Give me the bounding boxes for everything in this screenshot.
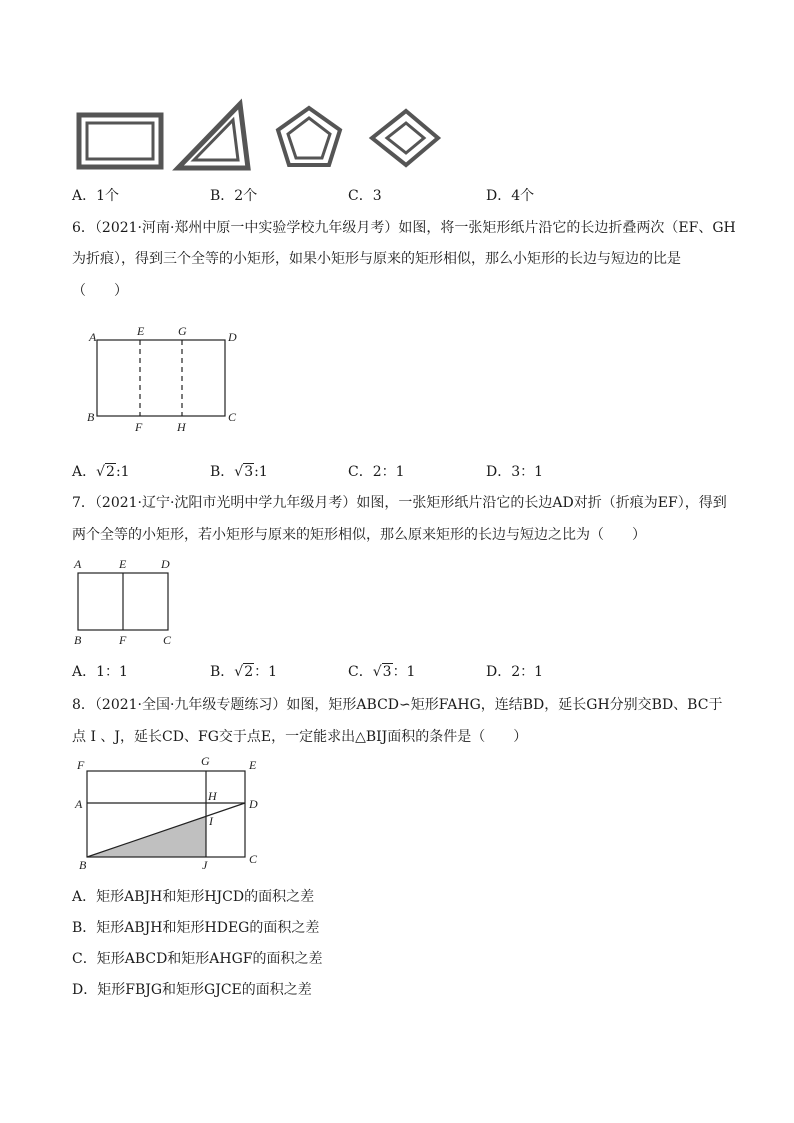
- q7-label-b: B: [74, 633, 82, 647]
- q6-stem-line1: 6．（2021·河南·郑州中原一中实验学校九年级月考）如图，将一张矩形纸片沿它的长边折叠两次（EF、GH: [72, 220, 736, 236]
- q5-option-c: C．3: [348, 188, 382, 204]
- q6-label-f: F: [135, 420, 143, 434]
- q8-label-e: E: [249, 758, 257, 772]
- q8-label-g: G: [201, 754, 210, 768]
- q6-label-e: E: [137, 324, 145, 338]
- q8-label-c: C: [249, 852, 258, 866]
- q7-option-a: A．1：1: [72, 664, 128, 680]
- q8-label-d: D: [249, 797, 258, 811]
- q8-stem-line1: 8．（2021·全国·九年级专题练习）如图，矩形ABCD∽矩形FAHG，连结BD，延长GH分别交BD、BC于: [72, 697, 723, 713]
- q7-label-e: E: [119, 557, 127, 571]
- q8-stem-line2: 点 I 、J，延长CD、FG交于点E，一定能求出△BIJ面积的条件是（ ）: [72, 729, 528, 745]
- q8-option-d: D．矩形FBJG和矩形GJCE的面积之差: [72, 982, 312, 998]
- q8-label-f: F: [77, 758, 85, 772]
- q6-option-a: A．√2:1: [72, 464, 130, 480]
- q8-option-a: A．矩形ABJH和矩形HJCD的面积之差: [72, 889, 315, 905]
- q6-label-a: A: [89, 330, 97, 344]
- q7-option-c: C．√3：1: [348, 664, 416, 680]
- q7-stem-line1: 7．（2021·辽宁·沈阳市光明中学九年级月考）如图，一张矩形纸片沿它的长边AD对折（折痕为EF），得到: [72, 495, 727, 511]
- q5-option-d: D．4个: [486, 188, 535, 204]
- q6-option-c: C．2：1: [348, 464, 405, 480]
- rhombus-frame: [372, 111, 438, 165]
- q7-label-c: C: [163, 633, 172, 647]
- q7-figure: [68, 555, 184, 649]
- q6-figure: [80, 320, 250, 438]
- q6-stem-line2: 为折痕），得到三个全等的小矩形，如果小矩形与原来的矩形相似，那么小矩形的长边与短边的比是: [72, 251, 681, 267]
- q6-option-b: B．√3:1: [210, 464, 268, 480]
- q7-label-a: A: [74, 557, 82, 571]
- q8-label-a: A: [75, 797, 83, 811]
- q8-figure: [68, 752, 268, 874]
- q6-label-b: B: [87, 410, 95, 424]
- q7-stem-line2: 两个全等的小矩形，若小矩形与原来的矩形相似，那么原来矩形的长边与短边之比为（ ）: [72, 527, 646, 543]
- q6-label-d: D: [228, 330, 237, 344]
- q7-option-b: B．√2：1: [210, 664, 278, 680]
- q8-option-c: C．矩形ABCD和矩形AHGF的面积之差: [72, 951, 323, 967]
- q6-label-g: G: [178, 324, 187, 338]
- pentagon-frame: [278, 108, 340, 165]
- q5-option-a: A．1个: [72, 188, 120, 204]
- q7-option-d: D．2：1: [486, 664, 544, 680]
- q8-label-j: J: [202, 858, 208, 872]
- q7-label-f: F: [119, 633, 127, 647]
- q5-shapes-figure: [70, 98, 450, 174]
- q8-label-b: B: [79, 858, 87, 872]
- q6-stem-line3: （ ）: [72, 283, 128, 299]
- q8-label-h: H: [208, 789, 217, 803]
- q8-option-b: B．矩形ABJH和矩形HDEG的面积之差: [72, 920, 320, 936]
- triangle-frame: [178, 104, 248, 168]
- q6-label-h: H: [177, 420, 186, 434]
- q6-label-c: C: [228, 410, 237, 424]
- rectangle-frame: [79, 115, 161, 167]
- q6-option-d: D．3：1: [486, 464, 544, 480]
- q7-label-d: D: [161, 557, 170, 571]
- q8-label-i: I: [209, 814, 213, 828]
- q5-option-b: B．2个: [210, 188, 258, 204]
- q6-rectangle: [97, 340, 225, 416]
